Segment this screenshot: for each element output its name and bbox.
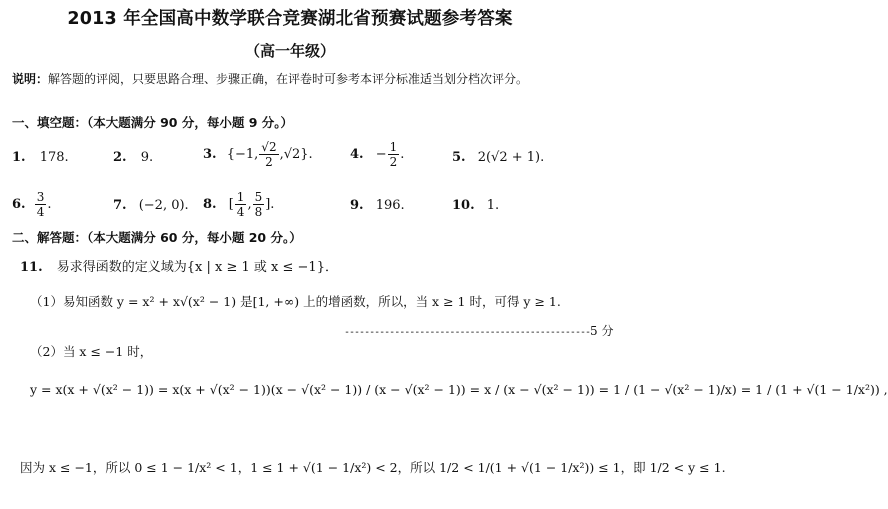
answer-number: 5. xyxy=(452,150,466,165)
fraction-numerator: 5 xyxy=(254,190,263,204)
question-number: 11. xyxy=(20,260,43,275)
part-2-intro: （2）当 x ≤ −1 时， xyxy=(30,344,153,359)
answer-number: 4. xyxy=(350,147,364,162)
part-1-score: 5 分 xyxy=(590,324,614,338)
answer-number: 9. xyxy=(350,198,364,213)
answer-value: 2(√2 + 1). xyxy=(477,150,545,165)
section1-heading: 一、填空题：（本大题满分 90 分，每小题 9 分。） xyxy=(12,115,294,130)
answer-mid: , xyxy=(247,197,252,212)
dotted-leader: ------------------------------------------------- xyxy=(344,327,591,338)
answer-value: 1. xyxy=(486,198,500,213)
answer-post: ,√2}. xyxy=(279,147,313,162)
note-text: 解答题的评阅，只要思路合理、步骤正确，在评卷时可参考本评分标准适当划分档次评分。 xyxy=(48,72,529,86)
answer-number: 1. xyxy=(12,150,26,165)
answer-fraction xyxy=(235,190,247,219)
part-1: （1）易知函数 y = x² + x√(x² − 1) 是[1, +∞) 上的增函数，所以，当 x ≥ 1 时，可得 y ≥ 1. xyxy=(30,294,561,309)
answer-7 xyxy=(113,198,189,213)
answer-number: 8. xyxy=(203,197,217,212)
part-2-conclusion: 因为 x ≤ −1，所以 0 ≤ 1 − 1/x² < 1，1 ≤ 1 + √(1 − 1/x²) < 2，所以 1/2 < 1/(1 + √(1 − 1/x²)) ≤ 1，即 1/2 < y ≤ 1. xyxy=(20,460,726,475)
answer-8 xyxy=(203,190,274,219)
fraction-numerator: √2 xyxy=(261,140,277,154)
answer-pre: − xyxy=(375,147,387,162)
fraction-denominator: 2 xyxy=(265,155,273,169)
answer-value: 196. xyxy=(375,198,405,213)
answer-fraction-2 xyxy=(253,190,265,219)
answer-value: (−2, 0). xyxy=(138,198,189,213)
fraction-denominator: 4 xyxy=(36,205,45,219)
answer-fraction xyxy=(259,140,278,169)
answer-post: . xyxy=(47,197,52,212)
answer-6 xyxy=(12,190,52,219)
answer-fraction xyxy=(388,140,400,169)
answer-fraction xyxy=(35,190,47,219)
question-text: 易求得函数的定义域为{x | x ≥ 1 或 x ≤ −1}． xyxy=(56,260,338,275)
fraction-numerator: 3 xyxy=(36,190,45,204)
question-11 xyxy=(20,256,338,275)
answer-1 xyxy=(12,150,69,165)
part-2-equation: y = x(x + √(x² − 1)) = x(x + √(x² − 1))(x − √(x² − 1)) / (x − √(x² − 1)) = x / (x − √(x² − 1)) = 1 / (1 − √(x² − 1)/x) = 1 / (1 + √(1 − 1/x²)) , xyxy=(30,382,888,397)
answer-pre: {−1, xyxy=(226,147,259,162)
answer-number: 10. xyxy=(452,198,475,213)
fraction-denominator: 2 xyxy=(389,155,398,169)
answer-pre: [ xyxy=(228,197,234,212)
note-label: 说明： xyxy=(12,72,49,86)
answer-2 xyxy=(113,150,153,165)
answer-10 xyxy=(452,198,499,213)
answer-9 xyxy=(350,198,405,213)
answer-number: 6. xyxy=(12,197,26,212)
page-subtitle: （高一年级） xyxy=(244,42,335,60)
answer-value: 178. xyxy=(39,150,69,165)
answer-4 xyxy=(350,140,404,169)
fraction-numerator: 1 xyxy=(389,140,398,154)
answer-number: 3. xyxy=(203,147,217,162)
page-title: 2013 年全国高中数学联合竞赛湖北省预赛试题参考答案 xyxy=(67,9,513,29)
fraction-denominator: 8 xyxy=(254,205,263,219)
section2-heading: 二、解答题：（本大题满分 60 分，每小题 20 分。） xyxy=(12,230,302,245)
answer-3 xyxy=(203,140,313,169)
fraction-numerator: 1 xyxy=(236,190,245,204)
answer-post: . xyxy=(400,147,405,162)
instruction-note xyxy=(12,70,528,87)
answer-5 xyxy=(452,150,544,165)
answer-post: ]. xyxy=(265,197,275,212)
answer-number: 2. xyxy=(113,150,127,165)
answer-value: 9. xyxy=(140,150,154,165)
answer-number: 7. xyxy=(113,198,127,213)
part-1-score-line xyxy=(344,320,613,339)
fraction-denominator: 4 xyxy=(236,205,245,219)
